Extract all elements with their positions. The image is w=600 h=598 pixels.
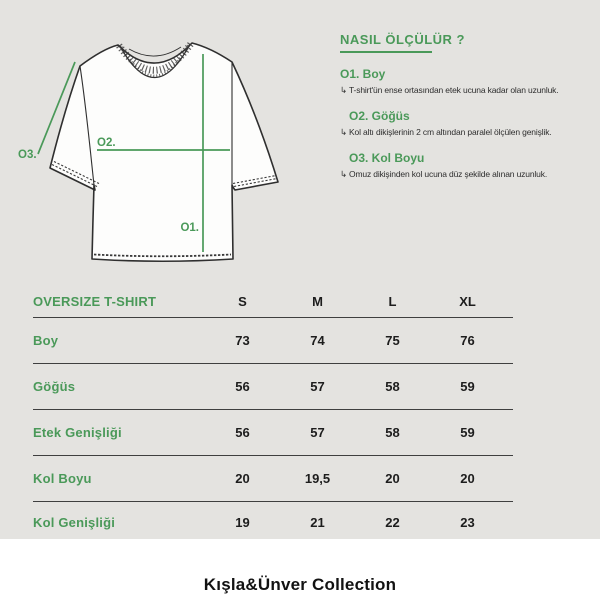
column-header-m: M <box>312 294 323 309</box>
instruction-description-text: Kol altı dikişlerinin 2 cm altından paralel ölçülen genişlik. <box>348 127 552 137</box>
column-header-xl: XL <box>459 294 476 309</box>
row-label: Etek Genişliği <box>33 425 122 440</box>
size-cell: 59 <box>460 425 475 440</box>
return-arrow-icon: ↳ <box>340 86 347 96</box>
size-cell: 58 <box>385 379 400 394</box>
table-row-kol-genisligi <box>33 502 513 542</box>
size-cell: 59 <box>460 379 475 394</box>
size-cell: 20 <box>235 471 250 486</box>
table-row-kol-boyu <box>33 456 513 502</box>
row-values <box>205 471 513 486</box>
size-cell: 19,5 <box>304 471 331 486</box>
size-cell: 19 <box>235 514 250 530</box>
table-title: OVERSIZE T-SHIRT <box>33 294 157 309</box>
size-column-headers <box>205 294 513 309</box>
instruction-heading: O3. Kol Boyu <box>349 151 425 165</box>
size-table <box>33 286 513 542</box>
size-cell: 56 <box>235 425 250 440</box>
instruction-item-kol-boyu <box>340 151 578 181</box>
measurement-label-o1: O1. <box>180 222 199 234</box>
row-values <box>205 515 513 530</box>
how-to-measure-title: NASIL ÖLÇÜLÜR ? <box>340 32 465 47</box>
return-arrow-icon: ↳ <box>340 128 347 138</box>
instruction-item-gogus <box>340 109 578 139</box>
size-cell: 73 <box>235 333 250 348</box>
size-cell: 23 <box>460 514 475 530</box>
measurement-label-o2: O2. <box>97 137 116 149</box>
instruction-heading: O2. Göğüs <box>349 109 410 123</box>
instruction-item-boy <box>340 67 578 97</box>
row-values <box>205 425 513 440</box>
size-table-header-row <box>33 286 513 318</box>
how-to-measure-section <box>340 26 578 181</box>
size-cell: 20 <box>460 471 475 486</box>
row-label: Kol Boyu <box>33 471 92 486</box>
row-label: Göğüs <box>33 379 76 394</box>
brand-name: Kışla&Ünver Collection <box>203 575 397 594</box>
collar-back-line <box>129 47 181 56</box>
instruction-description-text: Omuz dikişinden kol ucuna düz şekilde alınan uzunluk. <box>348 169 548 179</box>
instruction-description <box>340 127 578 139</box>
size-cell: 75 <box>385 333 400 348</box>
instruction-heading: O1. Boy <box>340 67 386 81</box>
size-cell: 76 <box>460 333 475 348</box>
row-label: Kol Genişliği <box>33 514 116 530</box>
size-cell: 21 <box>310 514 325 530</box>
size-cell: 20 <box>385 471 400 486</box>
column-header-l: L <box>388 294 397 309</box>
table-row-boy <box>33 318 513 364</box>
table-row-gogus <box>33 364 513 410</box>
table-row-etek-genisligi <box>33 410 513 456</box>
return-arrow-icon: ↳ <box>340 170 347 180</box>
row-label: Boy <box>33 333 59 348</box>
size-cell: 74 <box>310 333 325 348</box>
size-cell: 22 <box>385 514 400 530</box>
instruction-description <box>340 85 578 97</box>
column-header-s: S <box>238 294 247 309</box>
row-values <box>205 333 513 348</box>
size-cell: 58 <box>385 425 400 440</box>
title-underline <box>340 51 432 53</box>
measurement-label-o3: O3. <box>18 149 37 161</box>
row-values <box>205 379 513 394</box>
size-cell: 57 <box>310 379 325 394</box>
size-cell: 57 <box>310 425 325 440</box>
instruction-description <box>340 169 578 181</box>
tshirt-diagram <box>10 28 330 273</box>
instruction-description-text: T-shirt'ün ense ortasından etek ucuna kadar olan uzunluk. <box>348 85 559 95</box>
size-cell: 56 <box>235 379 250 394</box>
